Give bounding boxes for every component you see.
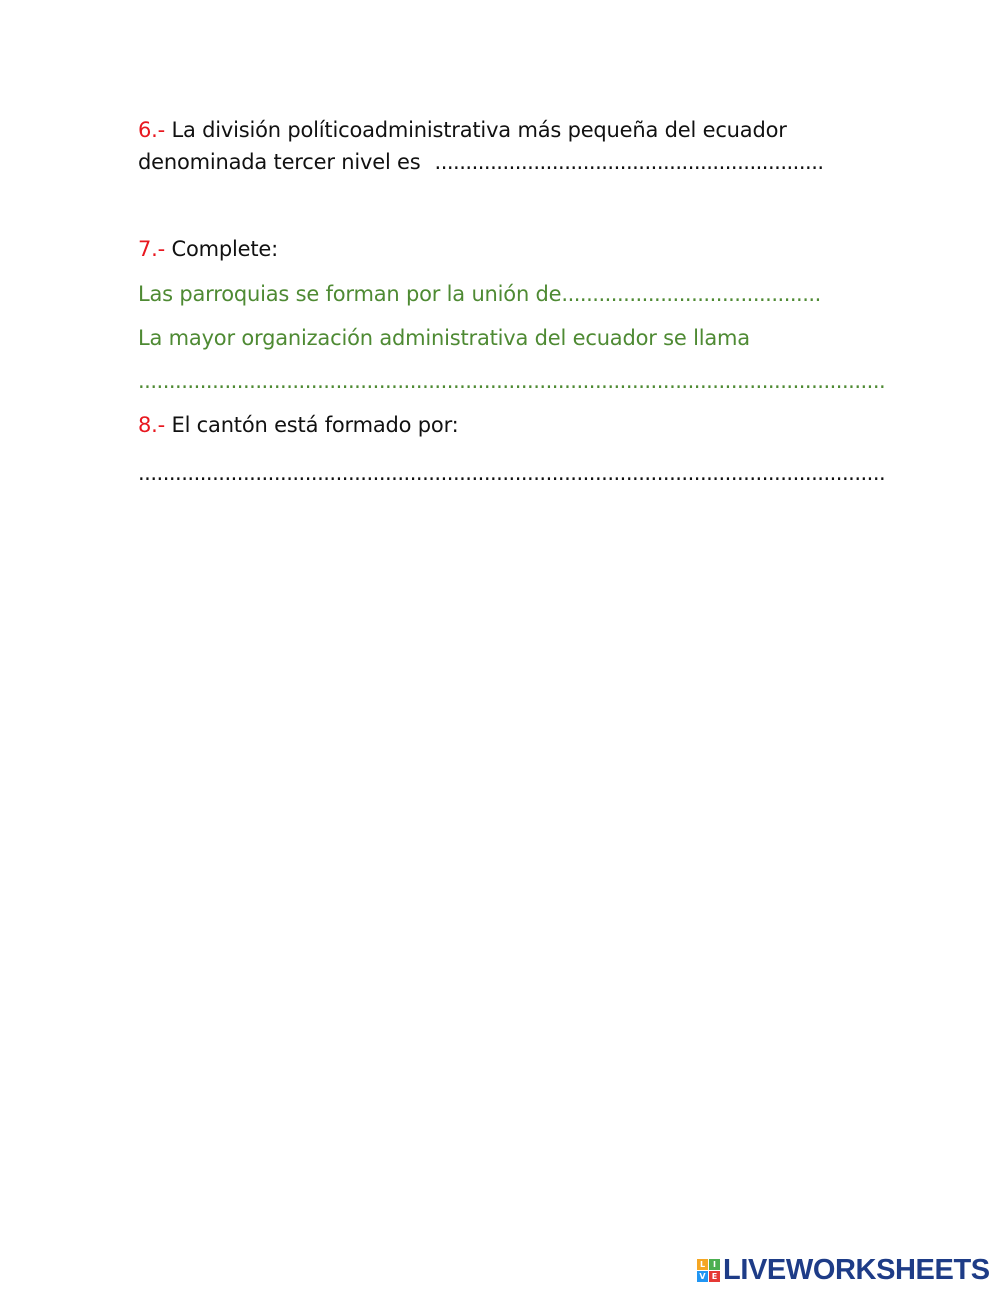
logo-letter-i: I <box>709 1259 720 1270</box>
logo-letter-v: V <box>697 1271 708 1282</box>
logo-letter-e: E <box>709 1271 720 1282</box>
logo-letter-l: L <box>697 1259 708 1270</box>
question-7-line-1 <box>138 279 821 309</box>
question-7-title: Complete: <box>171 237 278 261</box>
question-8-answer-blank[interactable]: ......................................................................................................................... <box>138 461 886 485</box>
question-7-text-2: La mayor organización administrativa del ecuador se llama <box>138 326 750 350</box>
question-7-answer-blank-1[interactable]: .......................................... <box>561 282 821 306</box>
question-8-line-2 <box>138 458 885 488</box>
question-6-text-2: denominada tercer nivel es <box>138 150 421 174</box>
question-7-line-3 <box>138 366 885 396</box>
question-7-answer-blank-2[interactable]: ......................................................................................................................... <box>138 369 886 393</box>
question-8-line-1 <box>138 410 459 440</box>
question-7-heading <box>138 234 278 264</box>
liveworksheets-logo-icon <box>697 1259 720 1282</box>
question-7-text-1: Las parroquias se forman por la unión de <box>138 282 562 306</box>
question-6-text-1: La división políticoadministrativa más pequeña del ecuador <box>171 118 787 142</box>
question-7-number: 7.- <box>138 237 166 261</box>
question-7-line-2 <box>138 323 750 353</box>
question-6-number: 6.- <box>138 118 166 142</box>
question-6-answer-blank[interactable]: ............................................................... <box>434 150 824 174</box>
question-6-line-1 <box>138 115 787 145</box>
liveworksheets-brand[interactable] <box>697 1254 990 1286</box>
question-8-number: 8.- <box>138 413 166 437</box>
liveworksheets-name: LIVEWORKSHEETS <box>723 1254 990 1286</box>
question-8-text: El cantón está formado por: <box>171 413 459 437</box>
question-6-line-2 <box>138 147 824 177</box>
